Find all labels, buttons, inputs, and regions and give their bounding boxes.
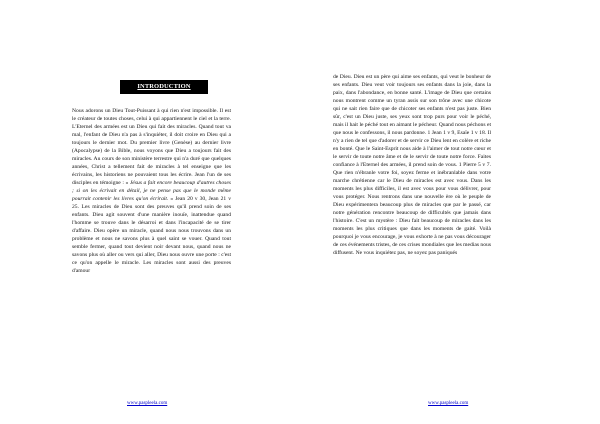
footer-link-right[interactable]: www.paspleela.com xyxy=(428,401,469,406)
right-body-text: de Dieu. Dieu est un père qui aime ses enfants, qui veut le bonheur de ses enfants. Dieu veut voir toujours ses enfants dans la joie, dans la paix, dans l'abondance, en bonne santé. L'image de Dieu que certains nous montrent comme un tyran assis sur son trône avec une chicote qui ne sait rien faire que de chicoter ses enfants n'est pas juste. Bien sûr, c'est un Dieu juste, ses yeux sont trop purs pour voir le péché, mais il hait le péché tout en aimant le pécheur. Quand nous péchons et que nous le confessons, il nous pardonne. 1 Jean 1 v 9, Esaïe 1 v 18. Il n'y a rien de tel que d'adorer et de servir ce Dieu lent en colère et riche en bonté. Que le Saint-Esprit nous aide à l'aimer de tout notre cœur et le servir de toute notre âme et de le servir de toute notre force. Faites confiance à l'Eternel des armées, il prend soin de vous. 1 Pierre 5 v 7. Que rien n'ébranle votre foi, soyez ferme et inébranlable dans votre marche chrétienne car le Dieu de miracles est avec vous. Dans les moments les plus difficiles, il est avec vous pour vous délivrer, pour vous protéger. Nous rentrons dans une nouvelle ère où le peuple de Dieu expérimentera beaucoup plus de miracles que par le passé, car notre génération rencontre beaucoup de difficultés que jamais dans l'histoire. C'est un mystère : Dieu fait beaucoup de miracles dans les moments les plus critiques que dans les moments de gaité. Voilà pourquoi je vous encourage, je vous exhorte à ne pas vous décourager de ces événements tristes, de ces crises mondiales que les medias nous diffusent. Ne vous inquiétez pas, ne soyez pas paniqués xyxy=(333,74,491,256)
page-title: INTRODUCTION xyxy=(137,83,191,90)
bible-quote: Jésus a fait encore beaucoup d'autres choses ; si on les écrivait en détail, je ne pense pas que le monde même pourrait contenir les livres qu'on écrirait. xyxy=(72,180,231,202)
left-paragraph-b: » Jean 20 v 30, Jean 21 v 25. Les miracles de Dieu sont des preuves qu'il prend soin de ses enfants. Dieu agit souvent d'une manière inouïe, inattendue quand l'homme se trouve dans le désarroi et dans l'incapacité de se tirer d'affaire. Dieu opère un miracle, quand nous nous trouvons dans un problème et nous ne savons plus à quel saint se vouer. Quand tout semble fermer, quand tout devient noir devant nous, quand nous ne savons plus où aller ou vers qui aller, Dieu nous ouvre une porte : c'est ce qu'on appelle le miracle. Les miracles sont aussi des preuves d'amour xyxy=(72,196,232,274)
title-box xyxy=(120,80,208,94)
footer-link-left[interactable]: www.paspleela.com xyxy=(127,401,168,406)
left-body-text xyxy=(72,107,231,275)
right-page xyxy=(300,0,600,424)
left-paragraph-a: Nous adorons un Dieu Tout-Puissant à qui rien n'est impossible. Il est le créateur de toutes choses, celui à qui appartiennent le ciel et la terre. L'Eternel des armées est un Dieu qui fait des miracles. Quand tout va mal, l'enfant de Dieu n'a pas à s'inquiéter, il doit croire en Dieu qui a toujours le dernier mot. Du premier livre (Genèse) au dernier livre (Apocalypse) de la Bible, nous voyons que Dieu a toujours fait des miracles. Au cours de son ministère terrestre qui n'a duré que quelques années, Christ a tellement fait de miracles à tel enseigne que les écrivains, les historiens ne pouvaient tous les écrire. Jean l'un de ses disciples en témoigne : « xyxy=(72,108,231,186)
